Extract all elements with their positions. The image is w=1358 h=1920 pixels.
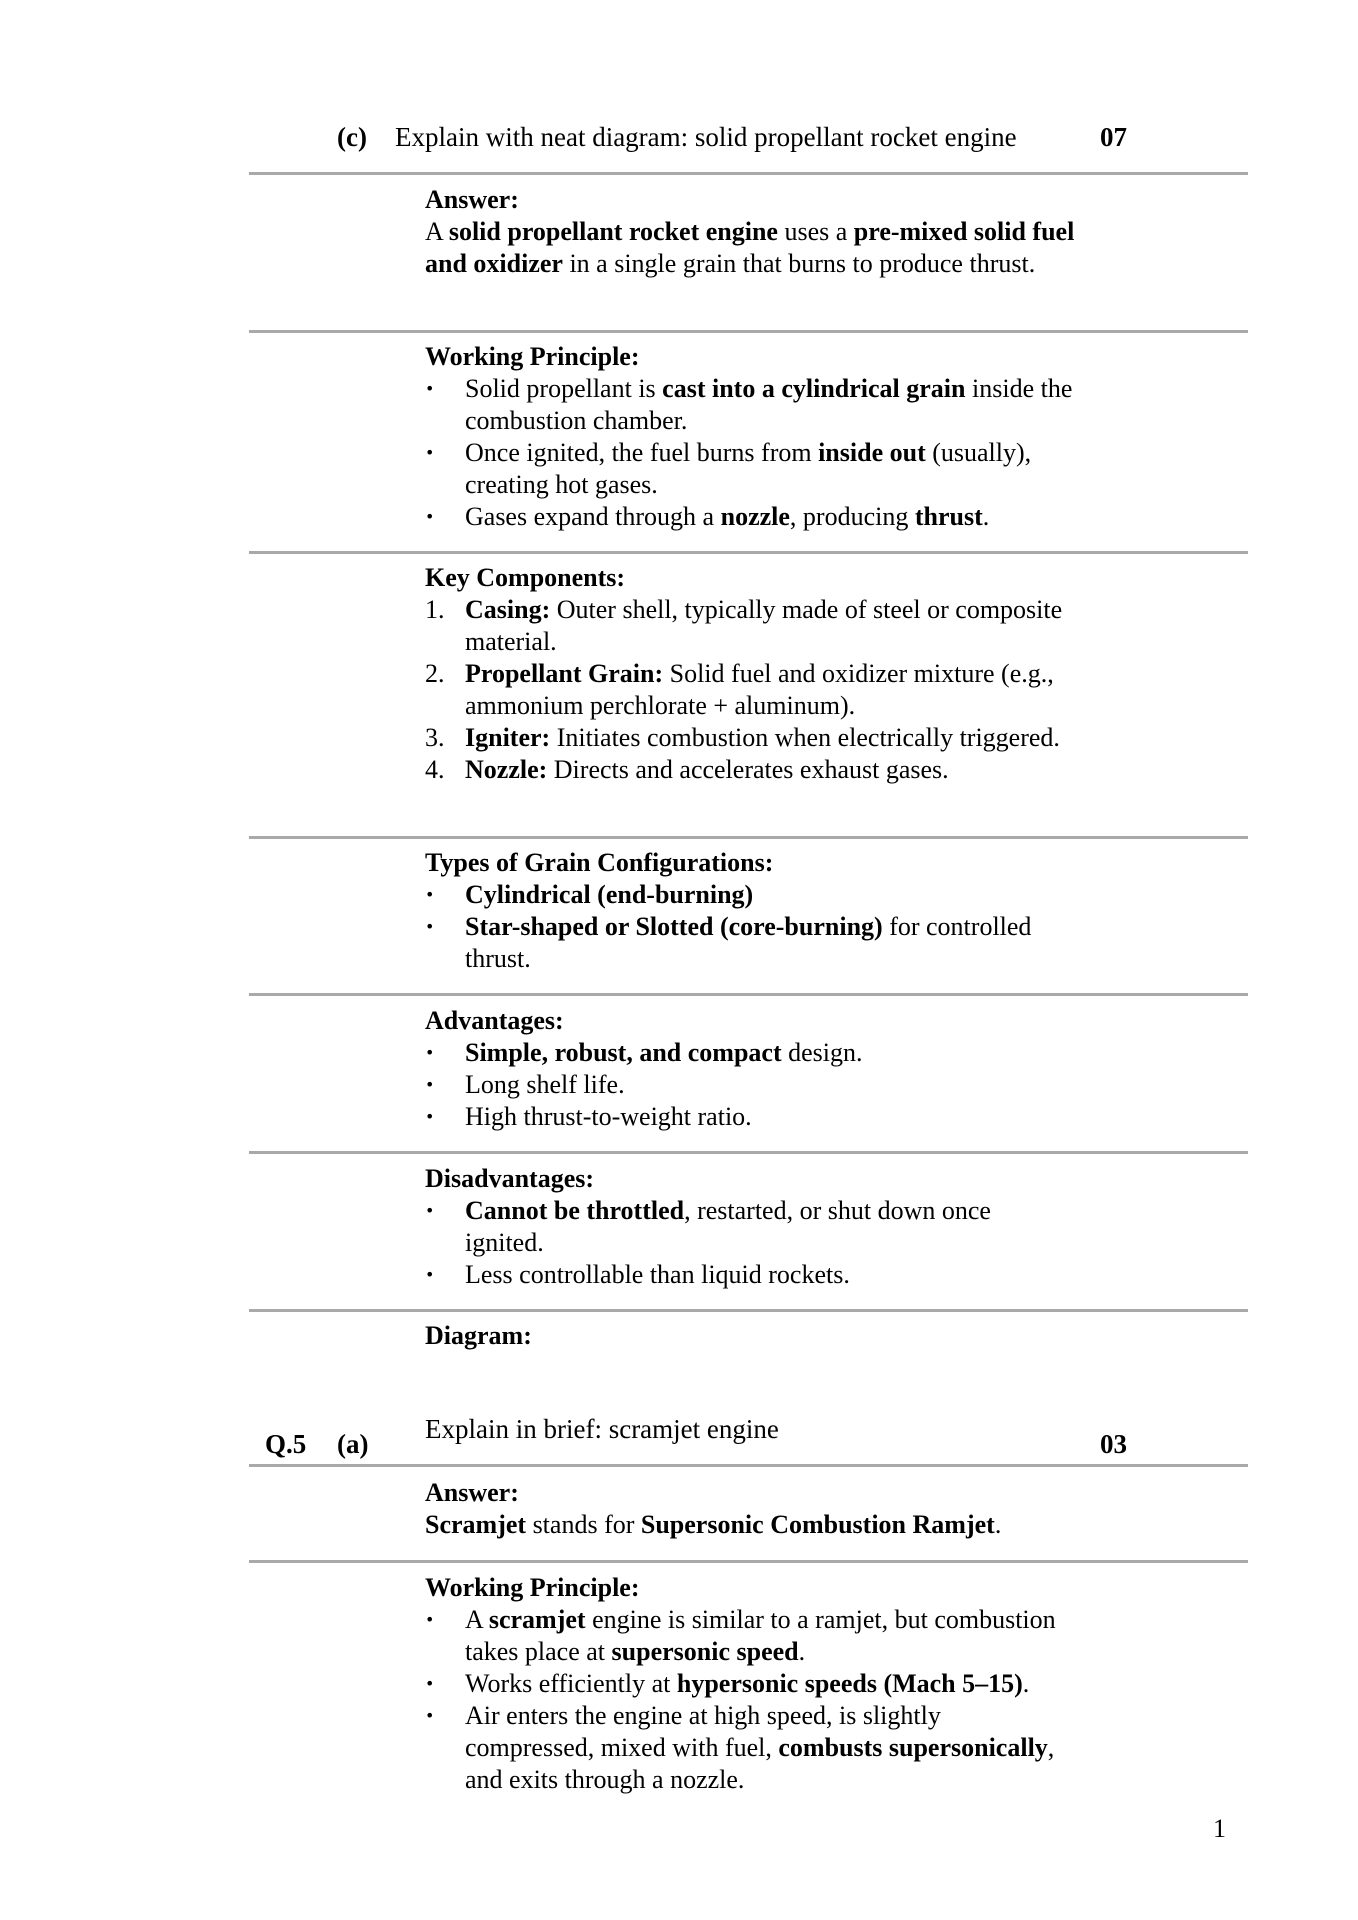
row-divider: [249, 993, 1248, 996]
page-number: 1: [1213, 1814, 1226, 1843]
disadvantages-block: [425, 1163, 1075, 1291]
list-item: [425, 879, 1075, 911]
scramjet-working-list: [425, 1604, 1075, 1796]
answer-block-q5a: [425, 1477, 1075, 1541]
working-principle-list: [425, 373, 1075, 533]
item-number: 3.: [425, 723, 445, 752]
list-item: [425, 1604, 1075, 1668]
text-run: Air enters the engine at high speed, is slightly compressed, mixed with fuel,: [465, 1701, 941, 1762]
text-run: (usually), creating hot gases.: [465, 438, 1032, 499]
bold-text: inside out: [818, 438, 926, 467]
bold-text: Star-shaped or Slotted (core-burning): [465, 912, 883, 941]
text-run: A: [425, 217, 449, 246]
list-item: [425, 1101, 1075, 1133]
bold-text: Propellant Grain:: [465, 659, 664, 688]
text-run: .: [994, 1510, 1002, 1539]
list-item: [425, 1700, 1075, 1796]
row-divider: [249, 1464, 1248, 1467]
grain-types-block: [425, 847, 1075, 975]
answer-heading: Answer:: [425, 1478, 519, 1507]
row-divider: [249, 551, 1248, 554]
text-run: , and exits through a nozzle.: [465, 1733, 1055, 1794]
text-run: for controlled thrust.: [465, 912, 1032, 973]
list-item: [425, 1069, 1075, 1101]
question-number-q5: Q.5: [265, 1429, 307, 1459]
bold-text: Cannot be throttled: [465, 1196, 685, 1225]
text-run: Less controllable than liquid rockets.: [465, 1260, 850, 1289]
key-components-heading: Key Components:: [425, 563, 626, 592]
advantages-block: [425, 1005, 1075, 1133]
list-item: [425, 658, 1075, 722]
answer-block-q4c: [425, 184, 1075, 280]
text-run: Initiates combustion when electrically triggered.: [550, 723, 1060, 752]
text-run: engine is similar to a ramjet, but combustion takes place at: [465, 1605, 1056, 1666]
scramjet-working-block: [425, 1572, 1075, 1796]
row-divider: [249, 1309, 1248, 1312]
list-item: [425, 722, 1075, 754]
disadvantages-heading: Disadvantages:: [425, 1164, 595, 1193]
bold-text: Cylindrical (end-burning): [465, 880, 754, 909]
grain-types-heading: Types of Grain Configurations:: [425, 848, 774, 877]
advantages-list: [425, 1037, 1075, 1133]
disadvantages-list: [425, 1195, 1075, 1291]
bold-text: Igniter:: [465, 723, 551, 752]
text-run: Solid propellant is: [465, 374, 663, 403]
text-run: Outer shell, typically made of steel or composite material.: [465, 595, 1063, 656]
row-divider: [249, 330, 1248, 333]
text-run: Once ignited, the fuel burns from: [465, 438, 819, 467]
text-run: .: [982, 502, 990, 531]
list-item: [425, 1259, 1075, 1291]
marks-q5a: 03: [1100, 1429, 1127, 1459]
bold-text: combusts supersonically: [778, 1733, 1048, 1762]
bold-text: cast into a cylindrical grain: [662, 374, 966, 403]
list-item: [425, 501, 1075, 533]
item-number: 1.: [425, 595, 445, 624]
answer-text: [425, 1509, 1075, 1541]
answer-text: [425, 216, 1075, 280]
text-run: stands for: [526, 1510, 641, 1539]
text-run: High thrust-to-weight ratio.: [465, 1102, 752, 1131]
item-number: 4.: [425, 755, 445, 784]
bold-text: hypersonic speeds (Mach 5–15): [676, 1669, 1023, 1698]
part-label-c: (c): [337, 122, 367, 152]
list-item: [425, 911, 1075, 975]
item-number: 2.: [425, 659, 445, 688]
text-run: .: [1022, 1669, 1030, 1698]
row-divider: [249, 1151, 1248, 1154]
text-run: , restarted, or shut down once ignited.: [465, 1196, 991, 1257]
text-run: A: [465, 1605, 489, 1634]
text-run: , producing: [789, 502, 915, 531]
text-run: Long shelf life.: [465, 1070, 625, 1099]
bold-text: nozzle: [720, 502, 790, 531]
text-run: Gases expand through a: [465, 502, 721, 531]
diagram-heading: Diagram:: [425, 1321, 532, 1350]
text-run: inside the combustion chamber.: [465, 374, 1073, 435]
part-label-a: (a): [337, 1429, 369, 1459]
question-text-q5a: Explain in brief: scramjet engine: [425, 1414, 779, 1444]
bold-text: solid propellant rocket engine: [448, 217, 778, 246]
working-principle-heading: Working Principle:: [425, 1573, 640, 1602]
row-divider: [249, 172, 1248, 175]
list-item: [425, 373, 1075, 437]
list-item: [425, 1195, 1075, 1259]
bold-text: Casing:: [465, 595, 551, 624]
grain-types-list: [425, 879, 1075, 975]
working-principle-heading: Working Principle:: [425, 342, 640, 371]
key-components-list: [425, 594, 1075, 786]
row-divider: [249, 836, 1248, 839]
advantages-heading: Advantages:: [425, 1006, 564, 1035]
text-run: .: [798, 1637, 806, 1666]
bold-text: pre-mixed solid fuel and oxidizer: [425, 217, 1075, 278]
key-components-block: [425, 562, 1075, 786]
answer-heading: Answer:: [425, 185, 519, 214]
bold-text: Supersonic Combustion Ramjet: [640, 1510, 995, 1539]
text-run: Works efficiently at: [465, 1669, 677, 1698]
bold-text: Simple, robust, and compact: [465, 1038, 782, 1067]
working-principle-block: [425, 341, 1075, 533]
list-item: [425, 1037, 1075, 1069]
bold-text: Nozzle:: [465, 755, 548, 784]
list-item: [425, 754, 1075, 786]
text-run: in a single grain that burns to produce thrust.: [562, 249, 1036, 278]
bold-text: supersonic speed: [611, 1637, 799, 1666]
list-item: [425, 594, 1075, 658]
row-divider: [249, 1560, 1248, 1563]
bold-text: Scramjet: [425, 1510, 527, 1539]
bold-text: thrust: [914, 502, 983, 531]
list-item: [425, 437, 1075, 501]
text-run: Directs and accelerates exhaust gases.: [547, 755, 949, 784]
bold-text: scramjet: [488, 1605, 586, 1634]
text-run: design.: [781, 1038, 863, 1067]
marks-q4c: 07: [1100, 122, 1127, 152]
question-text-q4c: Explain with neat diagram: solid propellant rocket engine: [395, 122, 1017, 152]
list-item: [425, 1668, 1075, 1700]
text-run: uses a: [777, 217, 854, 246]
text-run: Solid fuel and oxidizer mixture (e.g., ammonium perchlorate + aluminum).: [465, 659, 1054, 720]
